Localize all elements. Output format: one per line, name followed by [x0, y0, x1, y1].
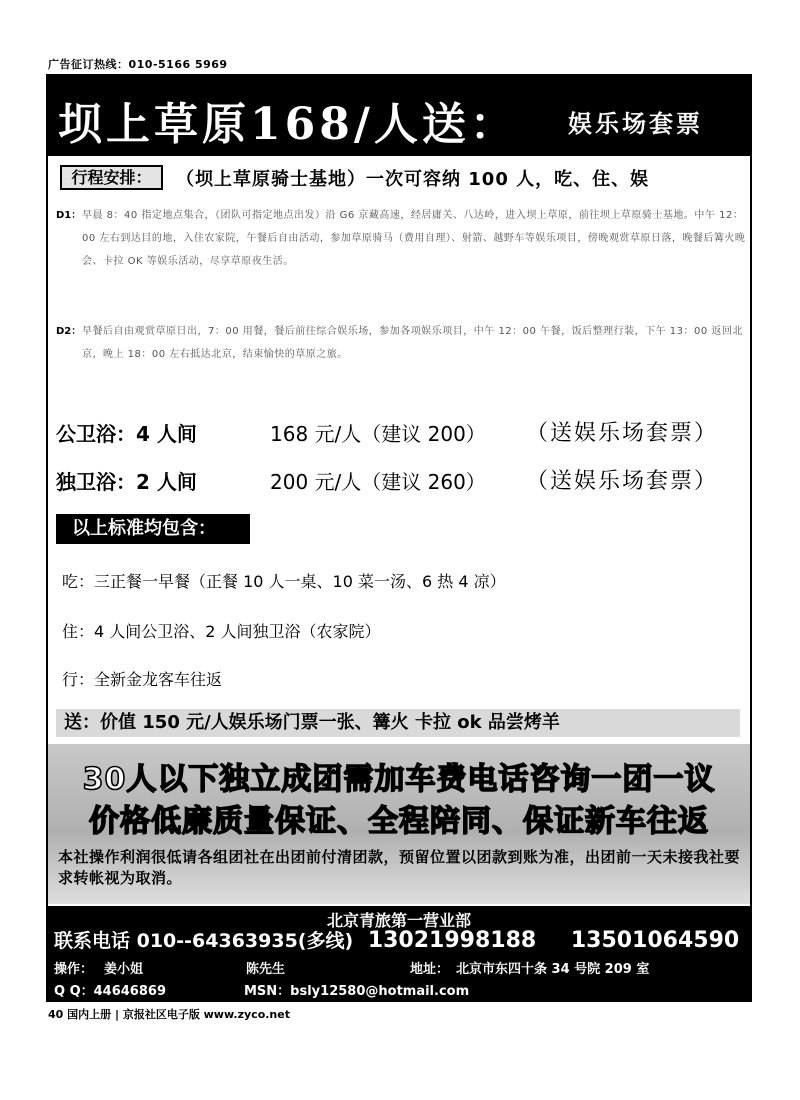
address-label: 地址：	[410, 962, 450, 977]
day-1-label: D1：	[56, 210, 82, 221]
header-banner	[48, 76, 750, 156]
price-gift-2-person	[526, 464, 718, 495]
phone-label: 联系电话 010--64363935(多线)	[54, 930, 354, 952]
gift-bar: 送：价值 150 元/人娱乐场门票一张、篝火 卡拉 ok 品尝烤羊	[56, 709, 740, 737]
operator-2: 陈先生	[246, 962, 286, 977]
header-title: 坝上草原168/人送：	[58, 99, 518, 150]
itinerary-title: （坝上草原骑士基地）一次可容纳 100 人，吃、住、娱	[176, 169, 650, 190]
mobile-2: 13501064590	[570, 928, 740, 953]
price-room: 独卫浴：2 人间	[56, 470, 197, 494]
price-amount: 168 元/人（建议 200）	[270, 422, 486, 446]
day-1-text: 早晨 8：40 指定地点集合，（团队可指定地点出发）沿 G6 京藏高速，经居庸关、八达岭，进入坝上草原，前往坝上草原骑士基地。中午 12：00 左右到达目的地，入住农家院，午餐后自由活动，参加草原骑马（费用自理）、射箭、越野车等娱乐项目，傍晚观赏草原日落，晚餐后篝火晚会、卡拉 OK 等娱乐活动，尽享草原夜生活。	[82, 210, 746, 267]
price-value-2-person	[270, 466, 486, 495]
page-footer: 40 国内上册 | 京报社区电子版 www.zyco.net	[48, 1008, 290, 1021]
price-value-4-person	[270, 418, 486, 447]
included-transport: 行：全新金龙客车往返	[62, 670, 223, 689]
contact-phones	[54, 926, 739, 953]
price-gift-4-person	[526, 416, 718, 447]
day-2	[56, 320, 746, 396]
price-amount: 200 元/人（建议 260）	[270, 470, 486, 494]
msn-address: MSN：bsly12580@hotmail.com	[244, 984, 470, 999]
day-2-label: D2：	[56, 326, 82, 337]
day-2-text: 早餐后自由观赏草原日出，7：00 用餐，餐后前往综合娱乐场，参加各项娱乐项目，中午 12：00 午餐，饭后整理行装，下午 13：00 返回北京，晚上 18：00 左右抵达北京，结束愉快的草原之旅。	[82, 326, 743, 360]
price-gift: （送娱乐场套票）	[526, 469, 719, 494]
included-meals: 吃：三正餐一早餐（正餐 10 人一桌、10 菜一汤、6 热 4 凉）	[62, 572, 506, 591]
promo-note: 本社操作利润很低请各组团社在出团前付清团款，预留位置以团款到账为准，出团前一天未接我社要求转帐视为取消。	[58, 848, 741, 887]
included-lodging: 住：4 人间公卫浴、2 人间独卫浴（农家院）	[62, 622, 381, 641]
advert-frame	[46, 74, 752, 1002]
contact-block	[48, 906, 750, 1002]
qq-number: Q Q：44646869	[54, 984, 166, 999]
promo-line-1: 30人以下独立成团需加车费电话咨询一团一议	[82, 762, 716, 797]
operator-1: 姜小姐	[104, 962, 144, 977]
address: 北京市东四十条 34 号院 209 室	[456, 962, 650, 977]
day-1	[56, 204, 746, 316]
price-room: 公卫浴：4 人间	[56, 422, 197, 446]
included-tag: 以上标准均包含：	[56, 514, 250, 544]
contact-dept: 北京青旅第一营业部	[326, 911, 471, 930]
price-gift: （送娱乐场套票）	[526, 421, 719, 446]
operator-label: 操作：	[54, 962, 94, 977]
ad-hotline: 广告征订热线：010-5166 5969	[48, 58, 228, 71]
mobile-1: 13021998188	[367, 928, 537, 953]
header-subtitle: 娱乐场套票	[568, 109, 703, 138]
promo-line-2: 价格低廉质量保证、全程陪同、保证新车往返	[89, 804, 709, 839]
itinerary-tag: 行程安排：	[60, 165, 163, 190]
promo-banner	[48, 744, 750, 904]
price-row-4-person	[56, 418, 197, 447]
price-row-2-person	[56, 466, 197, 495]
